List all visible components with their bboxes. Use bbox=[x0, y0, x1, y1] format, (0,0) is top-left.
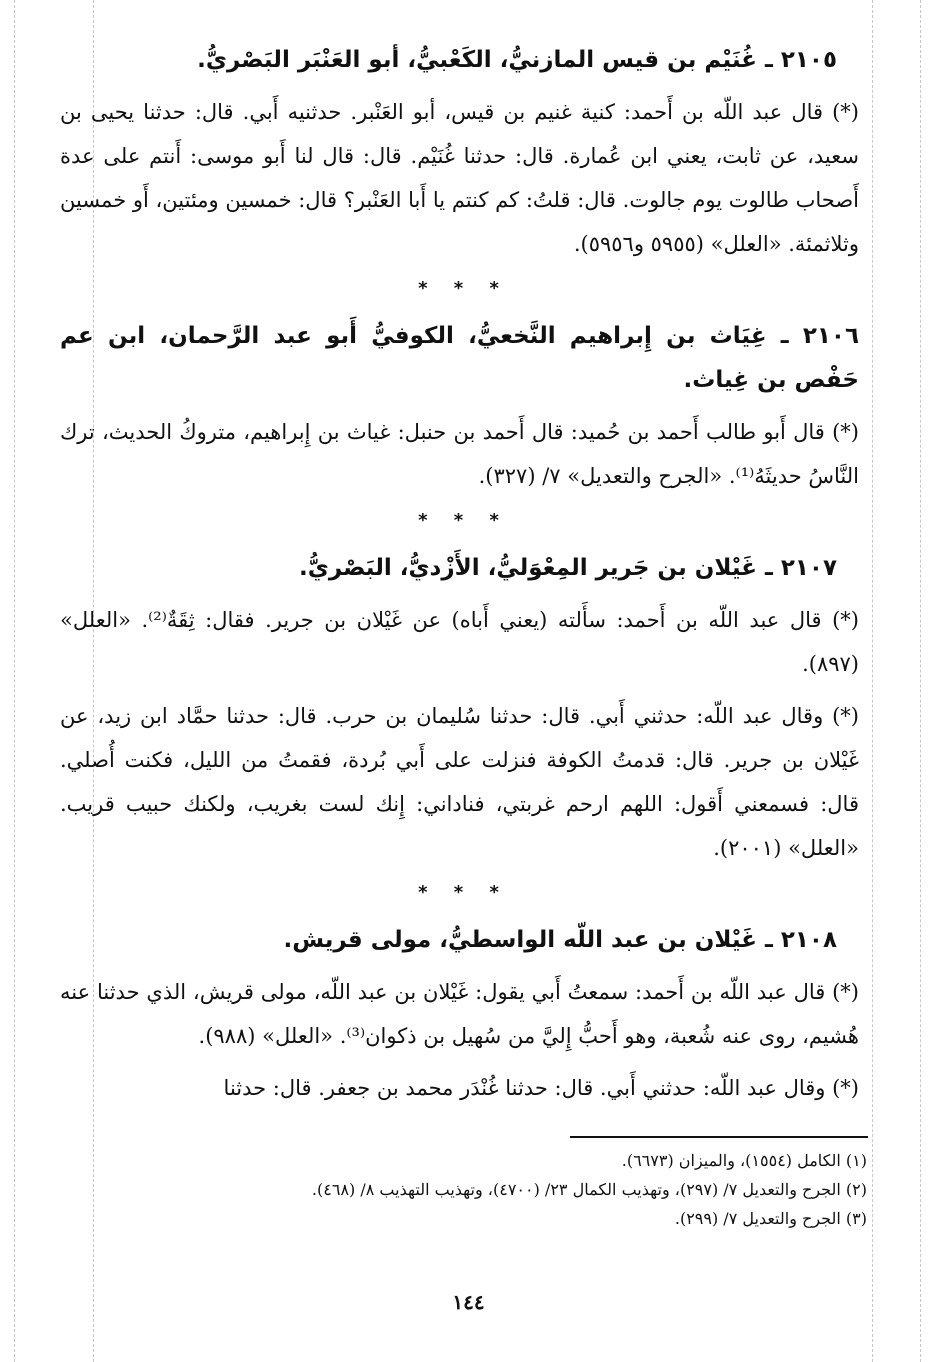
scan-margin-line bbox=[872, 0, 873, 1362]
entry-paragraph: (*) قال أَبو طالب أَحمد بن حُميد: قال أَحمد بن حنبل: غياث بن إِبراهيم، متروكُ الحديث، ترك النَّاسُ حديثَهُ⁽¹⁾. «الجرح والتعديل» ٧/ (٣٢٧). bbox=[60, 420, 859, 488]
section-separator: * * * bbox=[418, 510, 509, 531]
footnote-3: (٣) الجرح والتعديل ٧/ (٢٩٩). bbox=[674, 1209, 867, 1228]
entry-heading: ٢١٠٨ ـ غَيْلان بن عبد اللّه الواسطيُّ، مولى قريش. bbox=[283, 927, 837, 953]
entry-2107 bbox=[60, 546, 867, 870]
page-body bbox=[60, 38, 867, 1110]
entry-heading: ٢١٠٥ ـ غُنَيْم بن قيس المازنيُّ، الكَعْبيُّ، أبو العَنْبَر البَصْريُّ. bbox=[197, 47, 837, 73]
footnote-2: (٢) الجرح والتعديل ٧/ (٢٩٧)، وتهذيب الكمال ٢٣/ (٤٧٠٠)، وتهذيب التهذيب ٨/ (٤٦٨). bbox=[311, 1180, 867, 1199]
entry-heading: ٢١٠٦ ـ غِيَاث بن إِبراهيم النَّخعيُّ، الكوفيُّ أَبو عبد الرَّحمان، ابن عم حَفْص بن غِياث. bbox=[60, 323, 859, 393]
scan-margin-line bbox=[920, 0, 921, 1362]
entry-paragraph: (*) قال عبد اللّه بن أَحمد: سمعتُ أَبي يقول: غَيْلان بن عبد اللّه، مولى قريش، الذي حدثنا عنه هُشيم، روى عنه شُعبة، وهو أَحبُّ إِليَّ من سُهيل بن ذكوان⁽³⁾. «العلل» (٩٨٨). bbox=[60, 980, 859, 1048]
entry-paragraph: (*) وقال عبد اللّه: حدثني أَبي. قال: حدثنا سُليمان بن حرب. قال: حدثنا حمَّاد ابن زيد، عن غَيْلان بن جرير. قال: قدمتُ الكوفة فنزلت على أَبي بُردة، فقمتُ من الليل، فكنت أُصلي. قال: فسمعني أَقول: اللهم ارحم غربتي، فناداني: إِنك لست بغريب، ولكنك حبيب قريب. «العلل» (٢٠٠١). bbox=[60, 704, 859, 860]
footnote-1: (١) الكامل (١٥٥٤)، والميزان (٦٦٧٣). bbox=[621, 1151, 867, 1170]
section-separator: * * * bbox=[418, 278, 509, 299]
footnotes bbox=[67, 1146, 867, 1233]
entry-heading: ٢١٠٧ ـ غَيْلان بن جَرير المِعْوَليُّ، الأَزْديُّ، البَصْريُّ. bbox=[299, 555, 837, 581]
section-separator: * * * bbox=[418, 882, 509, 903]
footnote-rule bbox=[570, 1136, 868, 1138]
page-number: ١٤٤ bbox=[452, 1290, 485, 1314]
scan-margin-line bbox=[14, 0, 15, 1362]
entry-2105 bbox=[60, 38, 867, 266]
entry-paragraph: (*) قال عبد اللّه بن أَحمد: كنية غنيم بن قيس، أبو العَنْبر. حدثنيه أَبي. قال: حدثنا يحيى بن سعيد، عن ثابت، يعني ابن عُمارة. قال: حدثنا غُنَيْم. قال: قال لنا أَبو موسى: أَنتم على عدة أَصحاب طالوت يوم جالوت. قال: قلتُ: كم كنتم يا أَبا العَنْبر؟ قال: خمسين ومئتين، أَو خمسين وثلاثمئة. «العلل» (٥٩٥٥ و٥٩٥٦). bbox=[60, 100, 859, 256]
entry-2106 bbox=[60, 314, 867, 498]
entry-paragraph: (*) قال عبد اللّه بن أَحمد: سأَلته (يعني أَباه) عن غَيْلان بن جرير. فقال: ثِقَةٌ⁽²⁾. «العلل» (٨٩٧). bbox=[60, 608, 859, 676]
entry-2108 bbox=[60, 918, 867, 1110]
entry-paragraph: (*) وقال عبد اللّه: حدثني أَبي. قال: حدثنا غُنْدَر محمد بن جعفر. قال: حدثنا bbox=[223, 1076, 859, 1100]
